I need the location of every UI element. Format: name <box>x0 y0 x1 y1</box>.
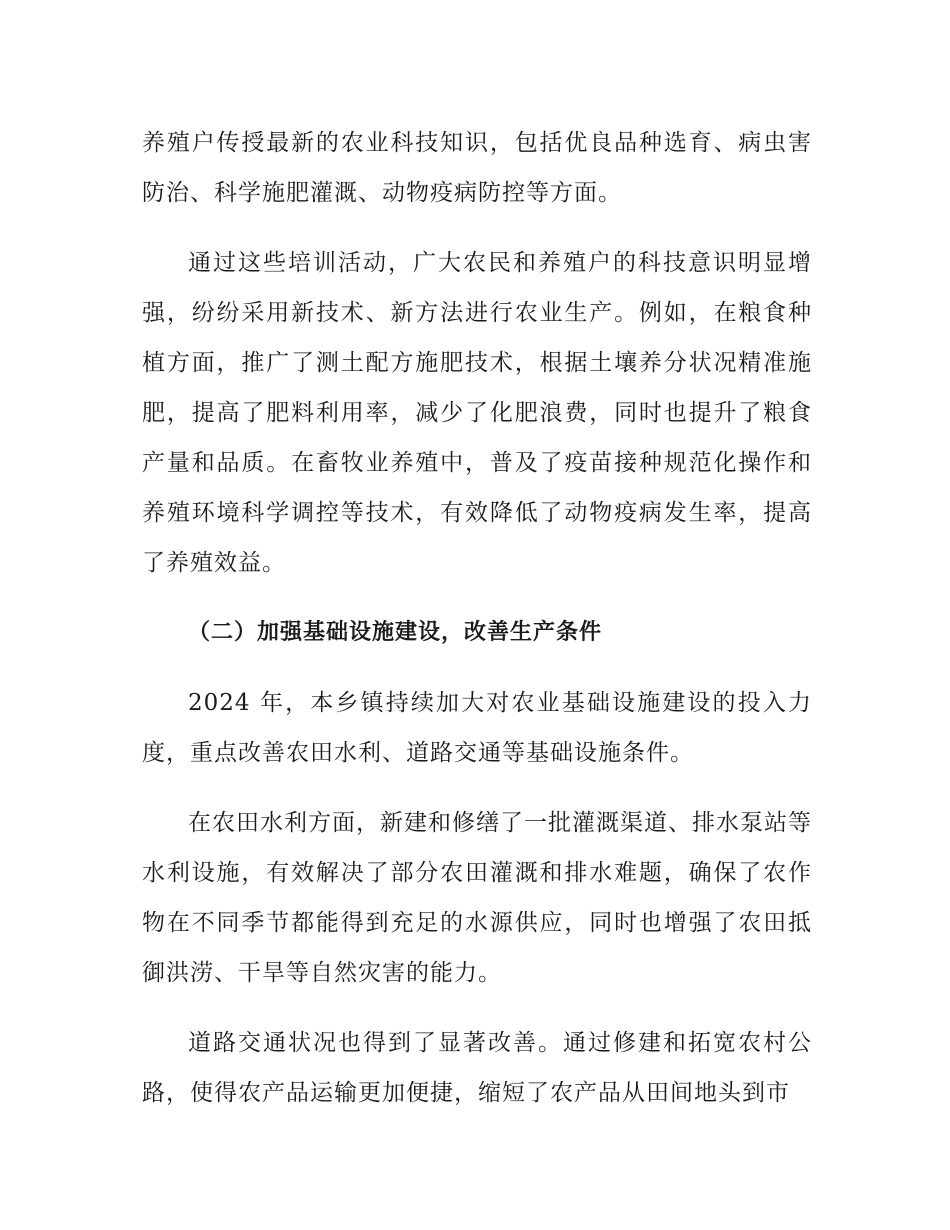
paragraph-continued: 养殖户传授最新的农业科技知识，包括优良品种选育、病虫害防治、科学施肥灌溉、动物疫病防控等方面。 <box>142 130 812 206</box>
paragraph-infrastructure-intro: 2024 年，本乡镇持续加大对农业基础设施建设的投入力度，重点改善农田水利、道路交通等基础设施条件。 <box>142 690 812 766</box>
section-heading: （二）加强基础设施建设，改善生产条件 <box>188 620 603 645</box>
document-page <box>142 118 812 1138</box>
paragraph-roads: 道路交通状况也得到了显著改善。通过修建和拓宽农村公路，使得农产品运输更加便捷，缩短了农产品从田间地头到市 <box>142 1030 812 1106</box>
paragraph-irrigation: 在农田水利方面，新建和修缮了一批灌溉渠道、排水泵站等水利设施，有效解决了部分农田灌溉和排水难题，确保了农作物在不同季节都能得到充足的水源供应，同时也增强了农田抵御洪涝、干旱等自然灾害的能力。 <box>142 810 812 986</box>
paragraph-training-results: 通过这些培训活动，广大农民和养殖户的科技意识明显增强，纷纷采用新技术、新方法进行农业生产。例如，在粮食种植方面，推广了测土配方施肥技术，根据土壤养分状况精准施肥，提高了肥料利用率，减少了化肥浪费，同时也提升了粮食产量和品质。在畜牧业养殖中，普及了疫苗接种规范化操作和养殖环境科学调控等技术，有效降低了动物疫病发生率，提高了养殖效益。 <box>142 250 812 576</box>
